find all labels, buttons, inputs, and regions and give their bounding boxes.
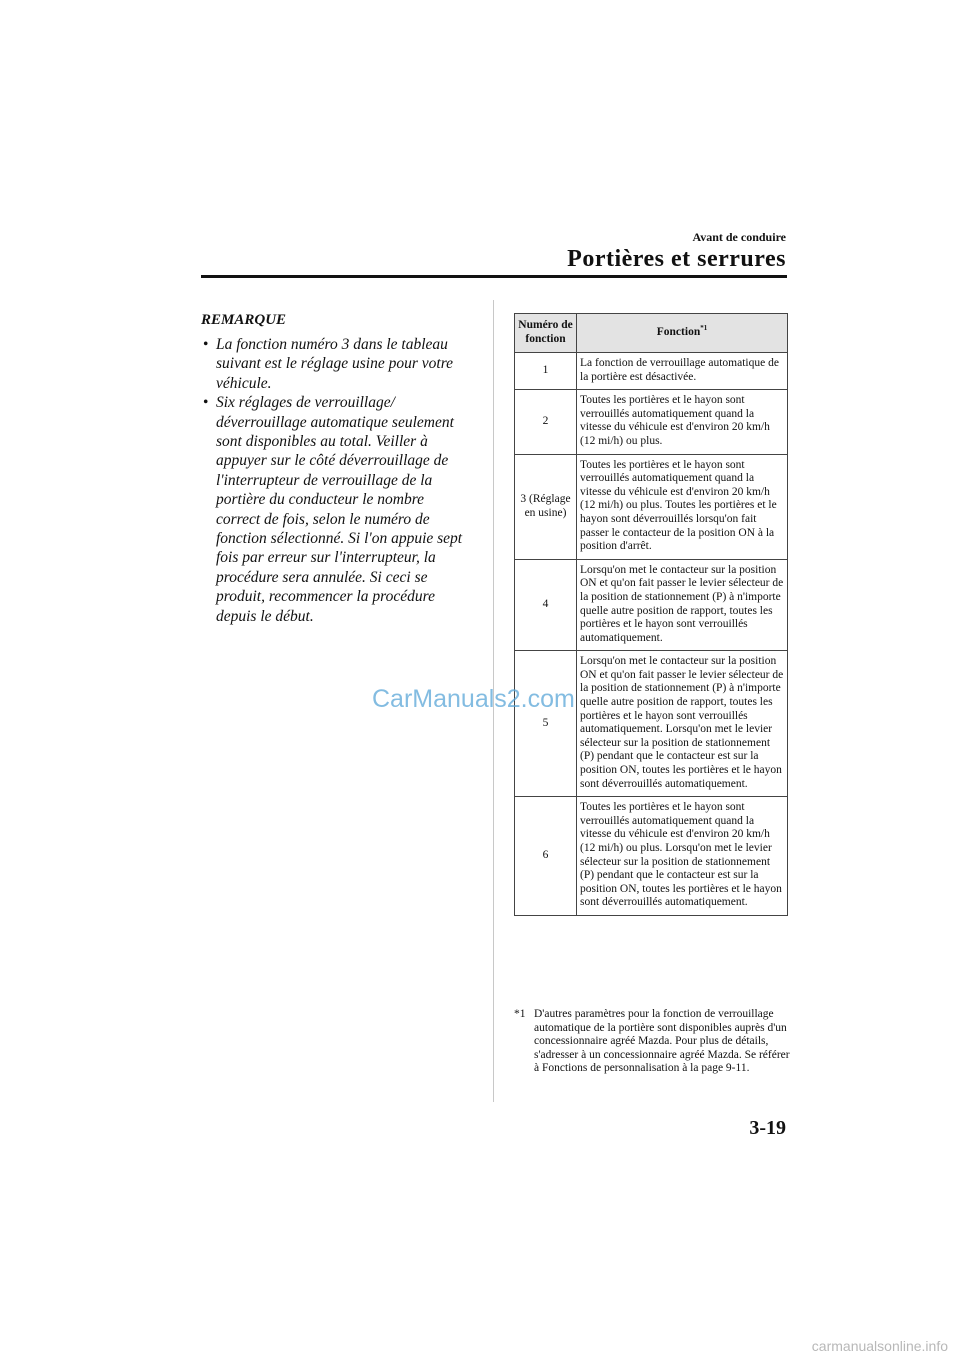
table-header-row <box>515 314 788 353</box>
note-item: • Six réglages de verrouillage/ déverrouillage automatique seulement sont disponibles au total. Veiller à appuyer sur le côté déverrouillage de l'interrupteur de verrouillage de la portière du conducteur le nombre correct de fois, selon le numéro de fonction sélectionné. Si l'on appuie sept fois par erreur sur l'interrupteur, la procédure sera annulée. Si ceci se produit, recommencer la procédure depuis le début. <box>201 393 471 626</box>
table-row <box>515 651 788 797</box>
watermark-logo: CarManuals2.com <box>372 685 575 713</box>
header-function-label: Fonction <box>656 326 701 339</box>
header-rule <box>201 275 787 278</box>
row-number: 4 <box>515 559 577 651</box>
table-row <box>515 390 788 454</box>
note-item: • La fonction numéro 3 dans le tableau suivant est le réglage usine pour votre véhicule. <box>201 335 471 393</box>
note-list <box>201 335 471 626</box>
header-function-number: Numéro de fonction <box>515 314 577 353</box>
row-number: 5 <box>515 651 577 797</box>
function-table-wrapper <box>514 313 787 916</box>
row-number: 2 <box>515 390 577 454</box>
row-description: Lorsqu'on met le contacteur sur la position ON et qu'on fait passer le levier sélecteur de la position de stationnement (P) à n'importe quelle autre position de rapport, toutes les portières et le hayon sont verrouillés automatiquement. <box>577 559 788 651</box>
footnote-mark: *1 <box>514 1008 526 1020</box>
table-row <box>515 559 788 651</box>
note-block <box>201 312 471 626</box>
table-row <box>515 797 788 916</box>
section-subtitle: Avant de conduire <box>692 230 786 244</box>
section-title: Portières et serrures <box>567 246 786 272</box>
row-number: 6 <box>515 797 577 916</box>
page-number: 3-19 <box>749 1117 786 1139</box>
table-row <box>515 353 788 390</box>
row-number: 1 <box>515 353 577 390</box>
row-description: Lorsqu'on met le contacteur sur la position ON et qu'on fait passer le levier sélecteur de la position de stationnement (P) à n'importe quelle autre position de rapport, toutes les portières et le hayon sont verrouillés automatiquement. Lorsqu'on met le levier sélecteur sur la position de stationnement (P) pendant que le contacteur est sur la position ON, toutes les portières et le hayon sont déverrouillés automatiquement. <box>577 651 788 797</box>
header-function <box>577 314 788 353</box>
row-description: La fonction de verrouillage automatique de la portière est désactivée. <box>577 353 788 390</box>
row-number: 3 (Réglage en usine) <box>515 454 577 559</box>
row-description: Toutes les portières et le hayon sont verrouillés automatiquement quand la vitesse du véhicule est d'environ 20 km/h (12 mi/h) ou plus. Toutes les portières et le hayon sont déverrouillés lorsqu'on fait passer le contacteur de la position ON à la position d'arrêt. <box>577 454 788 559</box>
table-row <box>515 454 788 559</box>
note-heading: REMARQUE <box>201 312 287 328</box>
header-function-footnote-ref: *1 <box>700 324 708 333</box>
row-description: Toutes les portières et le hayon sont verrouillés automatiquement quand la vitesse du véhicule est d'environ 20 km/h (12 mi/h) ou plus. <box>577 390 788 454</box>
table-footnote <box>514 1008 794 1076</box>
site-watermark: carmanualsonline.info <box>811 1338 948 1354</box>
footnote-text: D'autres paramètres pour la fonction de verrouillage automatique de la portière sont disponibles auprès d'un concessionnaire agréé Mazda. Pour plus de détails, s'adresser à un concessionnaire agréé Mazda. Se référer à Fonctions de personnalisation à la page 9-11. <box>534 1008 790 1075</box>
row-description: Toutes les portières et le hayon sont verrouillés automatiquement quand la vitesse du véhicule est d'environ 20 km/h (12 mi/h) ou plus. Lorsqu'on met le levier sélecteur sur la position de stationnement (P) pendant que le contacteur est sur la position ON, toutes les portières et le hayon sont déverrouillés automatiquement. <box>577 797 788 916</box>
function-table <box>514 313 788 916</box>
